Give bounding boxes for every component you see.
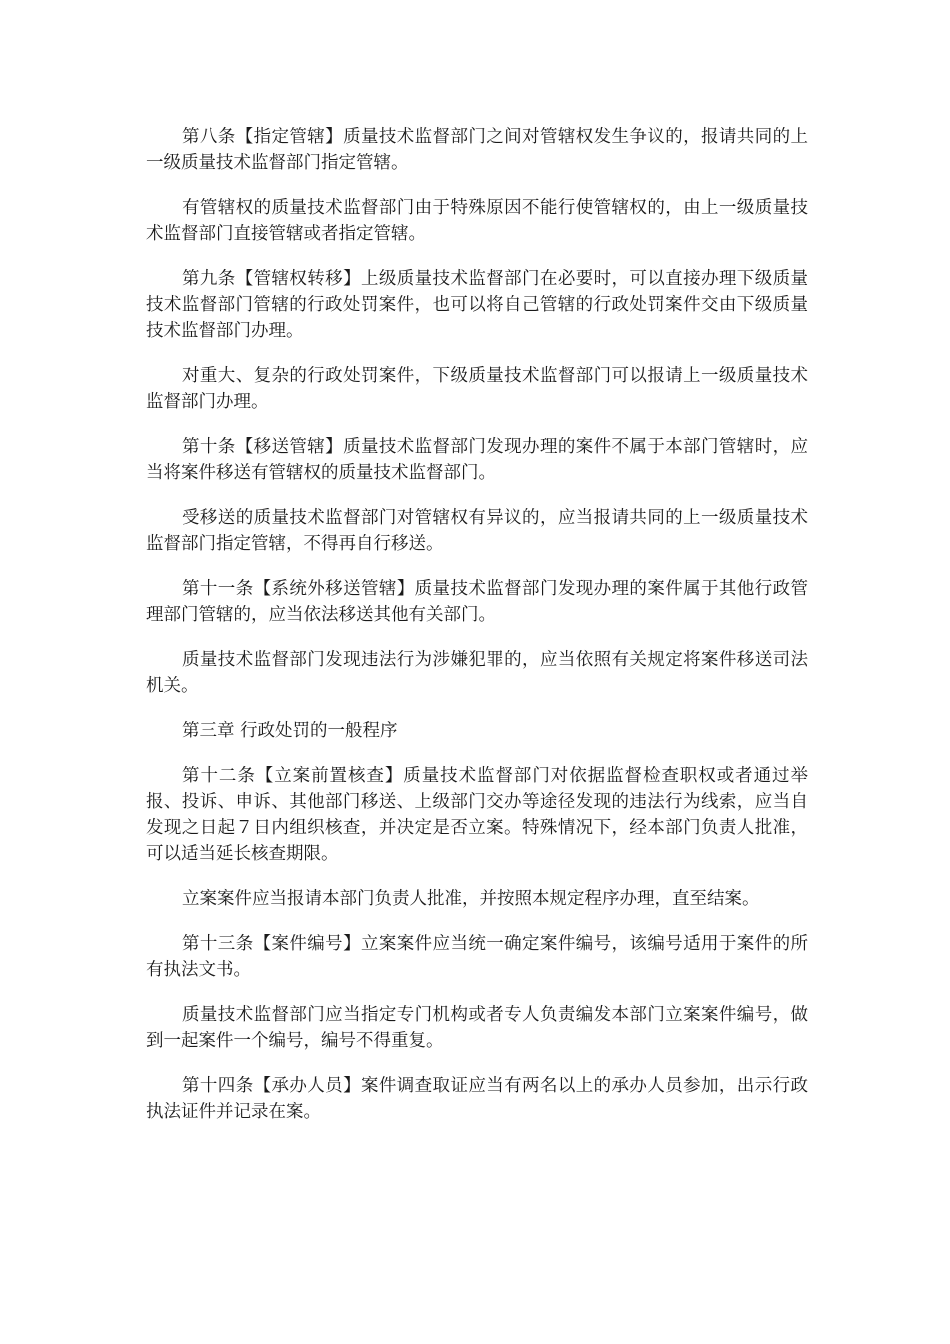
article-9-paragraph: 第九条【管辖权转移】上级质量技术监督部门在必要时，可以直接办理下级质量技术监督部门管辖的行政处罚案件，也可以将自己管辖的行政处罚案件交由下级质量技术监督部门办理。 <box>146 269 808 341</box>
article-11-clause-2-paragraph: 质量技术监督部门发现违法行为涉嫌犯罪的，应当依照有关规定将案件移送司法机关。 <box>146 650 808 696</box>
article-14-paragraph: 第十四条【承办人员】案件调查取证应当有两名以上的承办人员参加，出示行政执法证件并记录在案。 <box>146 1076 808 1122</box>
article-10-clause-2-paragraph: 受移送的质量技术监督部门对管辖权有异议的，应当报请共同的上一级质量技术监督部门指定管辖，不得再自行移送。 <box>146 508 808 554</box>
article-11-paragraph: 第十一条【系统外移送管辖】质量技术监督部门发现办理的案件属于其他行政管理部门管辖的，应当依法移送其他有关部门。 <box>146 579 808 625</box>
article-13-paragraph: 第十三条【案件编号】立案案件应当统一确定案件编号，该编号适用于案件的所有执法文书。 <box>146 934 808 980</box>
article-8-clause-2-paragraph: 有管辖权的质量技术监督部门由于特殊原因不能行使管辖权的，由上一级质量技术监督部门直接管辖或者指定管辖。 <box>146 198 808 244</box>
article-9-clause-2-paragraph: 对重大、复杂的行政处罚案件，下级质量技术监督部门可以报请上一级质量技术监督部门办理。 <box>146 366 808 412</box>
article-12-paragraph: 第十二条【立案前置核查】质量技术监督部门对依据监督检查职权或者通过举报、投诉、申诉、其他部门移送、上级部门交办等途径发现的违法行为线索，应当自发现之日起７日内组织核查，并决定是否立案。特殊情况下，经本部门负责人批准，可以适当延长核查期限。 <box>146 766 808 864</box>
article-12-clause-2-paragraph: 立案案件应当报请本部门负责人批准，并按照本规定程序办理，直至结案。 <box>182 889 760 909</box>
article-13-clause-2-paragraph: 质量技术监督部门应当指定专门机构或者专人负责编发本部门立案案件编号，做到一起案件一个编号，编号不得重复。 <box>146 1005 808 1051</box>
document-body <box>146 124 808 1144</box>
chapter-3-heading: 第三章 行政处罚的一般程序 <box>182 721 398 741</box>
article-10-paragraph: 第十条【移送管辖】质量技术监督部门发现办理的案件不属于本部门管辖时，应当将案件移送有管辖权的质量技术监督部门。 <box>146 437 808 483</box>
article-8-paragraph: 第八条【指定管辖】质量技术监督部门之间对管辖权发生争议的，报请共同的上一级质量技术监督部门指定管辖。 <box>146 127 808 173</box>
